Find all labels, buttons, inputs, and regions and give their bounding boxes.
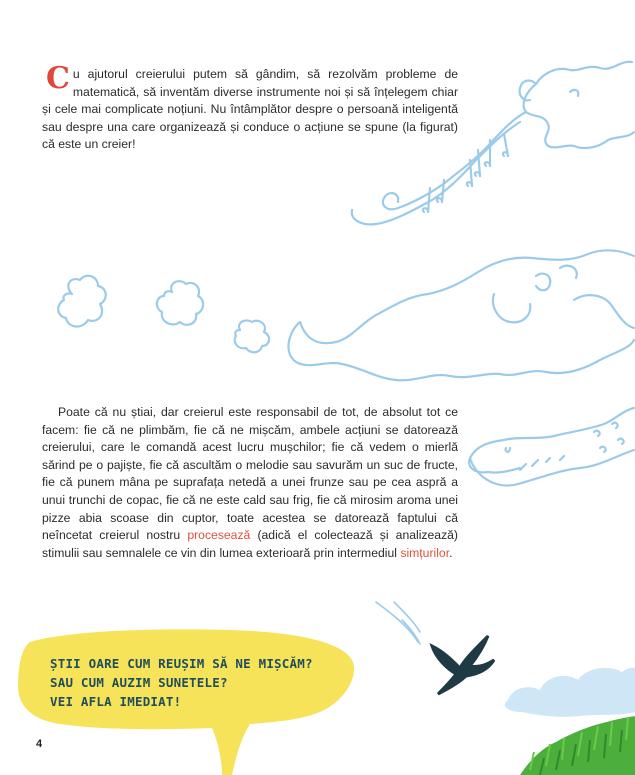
paragraph2-text-part3: . bbox=[449, 545, 453, 560]
intro-paragraph-text: u ajutorul creierului putem să gândim, să rezolvăm probleme de matematică, să inventăm diverse instrumente noi și să înțelegem chiar și cele mai complicate noțiuni. Nu întâmplător despre o persoană inteligentă sau despre una care organizează și conduce o acțiune se spune (la figurat) că este un creier! bbox=[42, 67, 458, 152]
paragraph2-text-part2: (adică el colectează și analizează) stimulii sau semnalele ce vin din lumea exterioară prin intermediul bbox=[42, 528, 458, 560]
bubble-line-1: ȘTII OARE CUM REUȘIM SĂ NE MIȘCĂM? bbox=[50, 656, 313, 671]
bird-icon bbox=[432, 636, 494, 694]
elephant-cloud-middle-icon bbox=[288, 250, 634, 380]
speech-bubble-text bbox=[50, 654, 350, 711]
bubble-line-3: VEI AFLA IMEDIAT! bbox=[50, 694, 182, 709]
wind-lines-icon bbox=[376, 602, 420, 644]
brain-function-paragraph bbox=[42, 404, 458, 562]
grass-icon bbox=[520, 716, 635, 775]
keyword-proceseaza: procesează bbox=[187, 528, 251, 543]
keyword-simturilor: simțurilor bbox=[400, 545, 450, 560]
page-number: 4 bbox=[36, 738, 43, 750]
cloud-icon bbox=[58, 276, 269, 353]
bubble-line-2: SAU CUM AUZIM SUNETELE? bbox=[50, 675, 228, 690]
paragraph2-text-part1: Poate că nu știai, dar creierul este responsabil de tot, de absolut tot ce facem: fie că ne plimbăm, fie că ne mișcăm, ambele acțiuni se datorează creierului, care le comandă acest lucru mușchilor; fie că vedem o mierlă sărind pe o pajiște, fie că ascultăm o melodie sau savurăm un suc de fructe, fie că punem mâna pe suprafața netedă a unei frunze sau pe cea aspră a unui trunchi de copac, fie că ne este cald sau frig, fie că mirosim aroma unei pizze abia scoase din cuptor, toate acestea se datorează faptului că neîncetat creierul nostru bbox=[42, 405, 458, 543]
sky-cloud-icon bbox=[505, 668, 635, 717]
drop-cap: C bbox=[46, 61, 70, 96]
intro-paragraph bbox=[42, 61, 458, 154]
dinosaur-cloud-icon bbox=[469, 408, 634, 486]
